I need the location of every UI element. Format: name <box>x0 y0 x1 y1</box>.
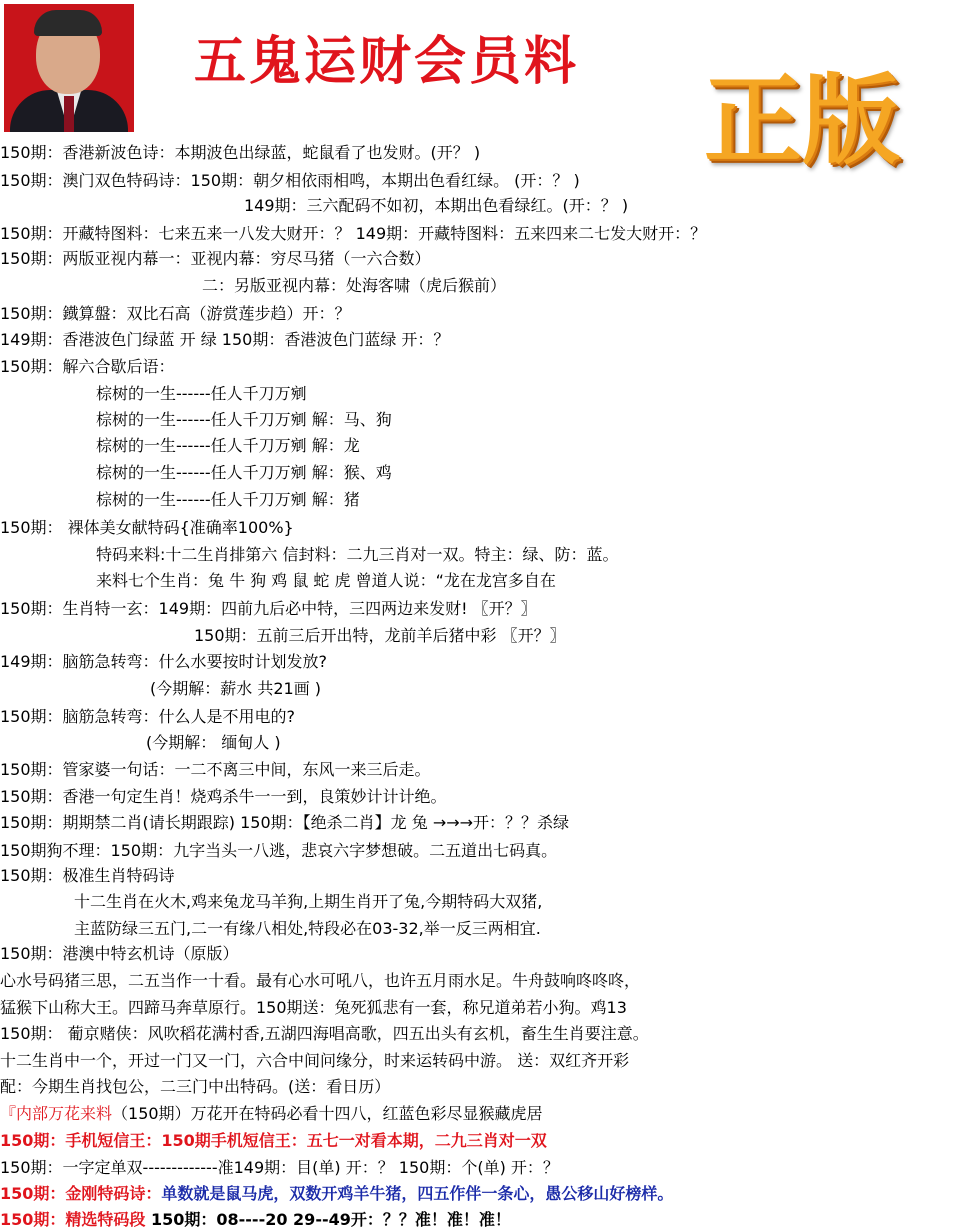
colored-text-line <box>0 1131 547 1151</box>
text-line: 猛猴下山称大王。四蹄马奔草原行。150期送：兔死狐悲有一套，称兄道弟若小狗。鸡13 <box>0 998 627 1017</box>
text-line: 150期：香港一句定生肖！烧鸡杀牛一一到，良策妙计计计绝。 <box>0 787 447 806</box>
text-line: 来料七个生肖：兔 牛 狗 鸡 鼠 蛇 虎 曾道人说：“龙在龙宫多自在 <box>96 571 556 590</box>
colored-text-line <box>0 1184 673 1204</box>
text-line: 150期：解六合歇后语： <box>0 357 175 376</box>
text-line: 150期：香港新波色诗：本期波色出绿蓝，蛇鼠看了也发财。(开？ ) <box>0 143 481 162</box>
colored-text-line <box>0 1104 543 1124</box>
text-segment: 150期：手机短信王：150期手机短信王：五七一对看本期，二九三肖对一双 <box>0 1131 547 1150</box>
text-line: 棕树的一生------任人千刀万剜 解：马、狗 <box>96 410 392 429</box>
text-line: 配：今期生肖找包公，二三门中出特码。(送：看日历） <box>0 1077 391 1096</box>
text-line: 150期： 葡京赌侠：风吹稻花满村香,五湖四海唱高歌，四五出头有玄机，畜生生肖要注意。 <box>0 1024 649 1043</box>
text-line: 150期：管家婆一句话：一二不离三中间，东风一来三后走。 <box>0 760 431 779</box>
text-segment: 150期：金刚特码诗： <box>0 1184 162 1203</box>
text-segment: 150期：精选特码段 <box>0 1210 151 1229</box>
page-title: 五鬼运财会员料 <box>194 31 580 92</box>
text-line: 149期：脑筋急转弯：什么水要按时计划发放? <box>0 652 328 671</box>
portrait-hair <box>34 10 102 36</box>
text-line: 149期：三六配码不如初，本期出色看绿红。(开：？ ) <box>244 196 629 215</box>
colored-text-line <box>0 1210 511 1230</box>
text-line: 150期：极准生肖特码诗 <box>0 866 175 885</box>
text-segment: 150期：08----20 29--49开：？？准！准！准！ <box>150 1210 511 1229</box>
text-line: 十二生肖中一个，开过一门又一门，六合中间问缘分，时来运转码中游。 送：双红齐开彩 <box>0 1051 630 1070</box>
text-line: 150期：港澳中特玄机诗（原版） <box>0 944 239 963</box>
text-line: 150期：脑筋急转弯：什么人是不用电的? <box>0 707 296 726</box>
text-line: 150期：五前三后开出特，龙前羊后猪中彩 〖开？〗 <box>194 626 566 645</box>
text-line: 棕树的一生------任人千刀万剜 解：猪 <box>96 490 360 509</box>
text-line: 150期狗不理：150期：九字当头一八逃，悲哀六字梦想破。二五道出七码真。 <box>0 841 558 860</box>
genuine-stamp: 正版 <box>704 63 901 178</box>
text-line: 150期：澳门双色特码诗：150期：朝夕相依雨相鸣，本期出色看红绿。 (开：？ ) <box>0 171 580 190</box>
text-line: (今期解： 缅甸人 ) <box>146 733 281 752</box>
text-line: 十二生肖在火木,鸡来兔龙马羊狗,上期生肖开了兔,今期特码大双猪, <box>74 892 543 911</box>
text-line: 150期：两版亚视内幕一：亚视内幕：穷尽马猪（一六合数） <box>0 249 431 268</box>
text-line: 150期：鐡算盤：双比石高（游赏莲步趋）开：？ <box>0 304 351 323</box>
portrait-tie <box>64 96 74 132</box>
text-line: 主蓝防绿三五门,二一有缘八相处,特段必在03-32,举一反三两相宜. <box>74 919 541 938</box>
text-line: 棕树的一生------任人千刀万剜 解：猴、鸡 <box>96 463 392 482</box>
text-line: 149期：香港波色门绿蓝 开 绿 150期：香港波色门蓝绿 开：？ <box>0 330 450 349</box>
colored-text-line <box>0 1158 559 1178</box>
portrait-photo <box>4 4 134 132</box>
text-line: 150期：生肖特一玄：149期：四前九后必中特，三四两边来发财! 〖开？〗 <box>0 599 537 618</box>
text-segment: （150期）万花开在特码必看十四八，红蓝色彩尽显猴藏虎居 <box>112 1104 543 1123</box>
text-line: 心水号码猪三思，二五当作一十看。最有心水可吼八，也许五月雨水足。牛舟鼓响咚咚咚， <box>0 971 641 990</box>
text-line: 棕树的一生------任人千刀万剜 <box>96 384 307 403</box>
text-line: 特码来料:十二生肖排第六 信封料：二九三肖对一双。特主：绿、防：蓝。 <box>96 545 619 564</box>
text-segment: 『内部万花来料 <box>0 1104 113 1123</box>
text-segment: 150期：一字定单双-------------准149期：目(单) 开：？ 150期：个(单) 开：？ <box>0 1158 559 1177</box>
text-line: 150期： 裸体美女献特码{准确率100%} <box>0 518 294 537</box>
text-line: 棕树的一生------任人千刀万剜 解：龙 <box>96 436 360 455</box>
text-line: 150期：开藏特图料：七来五来一八发大财开：？ 149期：开藏特图料：五来四来二七发大财开：？ <box>0 224 707 243</box>
text-segment: 单数就是鼠马虎，双数开鸡羊牛猪，四五作伴一条心，愚公移山好榜样。 <box>161 1184 674 1203</box>
text-line: (今期解：薪水 共21画 ) <box>150 679 322 698</box>
text-line: 150期：期期禁二肖(请长期跟踪) 150期：【绝杀二肖】龙 兔 →→→开：？？杀绿 <box>0 813 570 832</box>
text-line: 二：另版亚视内幕：处海客啸（虎后猴前） <box>202 276 507 295</box>
